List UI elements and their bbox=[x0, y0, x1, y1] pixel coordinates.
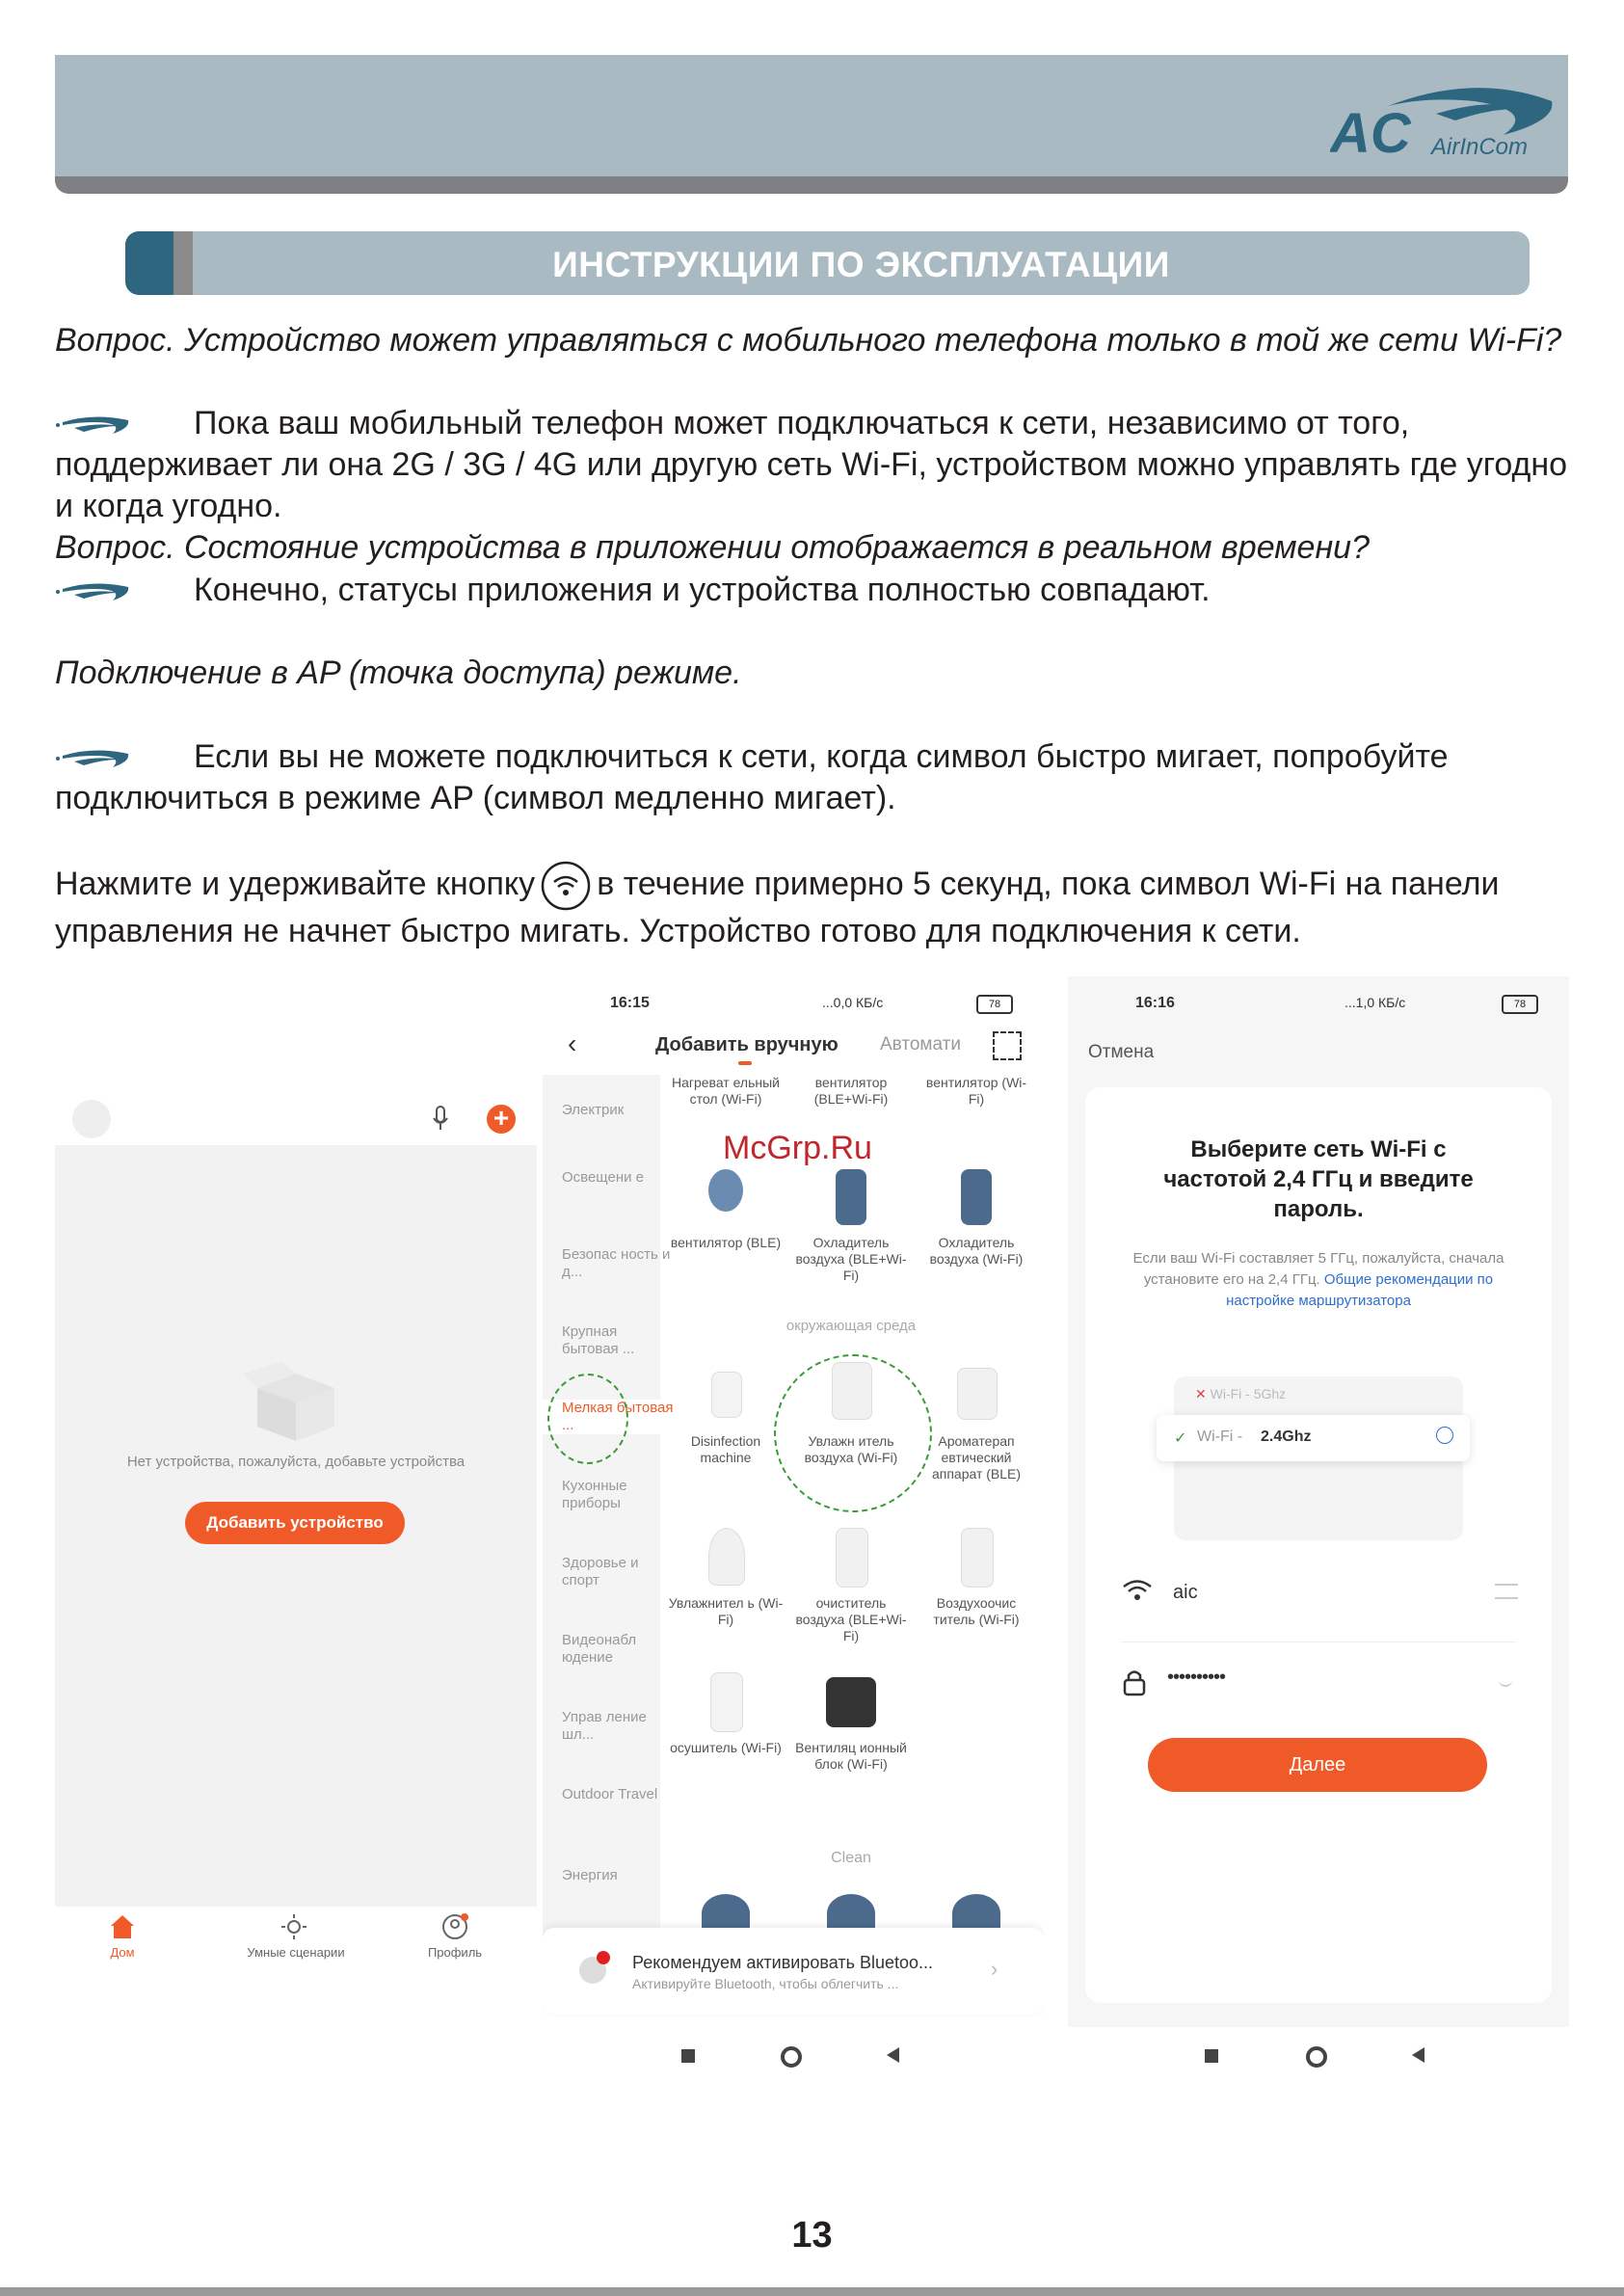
sun-icon[interactable] bbox=[280, 1912, 308, 1941]
info-icon bbox=[1436, 1427, 1453, 1444]
device-item[interactable]: Нагреват ельный стол (Wi-Fi) bbox=[671, 1075, 781, 1107]
question-1: Вопрос. Устройство может управляться с мобильного телефона только в той же сети Wi-Fi? bbox=[55, 322, 1562, 359]
dehumidifier-image bbox=[710, 1672, 743, 1732]
ap-mode-heading: Подключение в AP (точка доступа) режиме. bbox=[55, 654, 742, 691]
device-item[interactable]: Воздухоочис титель (Wi-Fi) bbox=[933, 1595, 1020, 1627]
device-item[interactable]: Disinfection machine bbox=[690, 1433, 761, 1465]
hold-button-instruction bbox=[55, 861, 1578, 952]
answer-1 bbox=[55, 403, 1578, 527]
wifi-24ghz-band: 2.4Ghz bbox=[1261, 1428, 1312, 1445]
aroma-image bbox=[957, 1368, 998, 1420]
lock-icon bbox=[1122, 1668, 1147, 1696]
nav-back-icon[interactable] bbox=[1412, 2047, 1424, 2063]
device-item[interactable]: вентилятор (Wi-Fi) bbox=[925, 1075, 1027, 1107]
empty-state-text: Нет устройства, пожалуйста, добавьте устройства bbox=[126, 1454, 466, 1470]
watermark: McGrp.Ru bbox=[723, 1130, 872, 1166]
cooler-image bbox=[836, 1169, 866, 1225]
chevron-right-icon: › bbox=[991, 1957, 998, 1981]
question-2: Вопрос. Состояние устройства в приложении отображается в реальном времени? bbox=[55, 529, 1370, 566]
status-speed: ...0,0 КБ/с bbox=[822, 995, 884, 1010]
scan-icon[interactable] bbox=[993, 1031, 1022, 1060]
title-bar-divider bbox=[173, 231, 193, 295]
home-icon[interactable] bbox=[108, 1912, 137, 1941]
empty-box-icon bbox=[238, 1349, 354, 1446]
screenshot-add-device bbox=[543, 978, 1044, 2029]
category-item[interactable]: Управ ление шл... bbox=[562, 1709, 647, 1743]
hold-text-2: в течение примерно 5 секунд, пока символ Wi-Fi на панели управления не начнет быстро мигать. Устройство готово для подключения к сети. bbox=[55, 865, 1500, 949]
answer-2 bbox=[55, 570, 1578, 611]
category-item[interactable]: Здоровье и спорт bbox=[562, 1555, 639, 1589]
category-item[interactable]: Энергия bbox=[562, 1867, 618, 1883]
nav-back-icon[interactable] bbox=[887, 2047, 899, 2063]
battery-indicator: 78 bbox=[976, 995, 1013, 1014]
fan-image bbox=[708, 1169, 743, 1212]
screenshot-home bbox=[55, 1089, 537, 1976]
category-item[interactable]: Освещени е bbox=[562, 1169, 644, 1186]
category-item[interactable]: Outdoor Travel bbox=[562, 1786, 658, 1802]
device-item[interactable]: очиститель воздуха (BLE+Wi-Fi) bbox=[795, 1595, 907, 1643]
answer-1-text: Пока ваш мобильный телефон может подключаться к сети, независимо от того, поддерживает ли она 2G / 3G / 4G или другую сеть Wi-Fi, устройством можно управлять где угодно и когда угодно. bbox=[55, 405, 1568, 524]
bluetooth-banner[interactable] bbox=[543, 1928, 1044, 2015]
cooler-image bbox=[961, 1169, 992, 1225]
wifi-card bbox=[1085, 1087, 1552, 2003]
profile-icon[interactable] bbox=[440, 1912, 469, 1941]
category-item[interactable]: Крупная бытовая ... bbox=[562, 1323, 635, 1357]
microphone-icon[interactable] bbox=[431, 1105, 450, 1134]
nav-stop-icon[interactable] bbox=[681, 2049, 695, 2063]
svg-text:AC: AC bbox=[1330, 102, 1411, 164]
device-item[interactable]: осушитель (Wi-Fi) bbox=[670, 1740, 782, 1755]
nav-home-circle-icon[interactable] bbox=[781, 2046, 802, 2068]
group-environment: окружающая среда bbox=[785, 1318, 917, 1334]
section-title: ИНСТРУКЦИИ ПО ЭКСПЛУАТАЦИИ bbox=[552, 245, 1170, 284]
svg-text:AirInCom: AirInCom bbox=[1431, 134, 1529, 160]
header-shadow bbox=[55, 176, 1568, 194]
robot-vacuum-image bbox=[827, 1894, 875, 1933]
wifi-title: Выберите сеть Wi-Fi с частотой 2,4 ГГц и введите пароль. bbox=[1163, 1136, 1474, 1222]
nav-stop-icon[interactable] bbox=[1205, 2049, 1218, 2063]
next-button[interactable]: Далее bbox=[1148, 1738, 1487, 1792]
cancel-link[interactable]: Отмена bbox=[1088, 1042, 1155, 1062]
title-bar-accent bbox=[125, 231, 173, 295]
wifi-5ghz-option: ✕ Wi-Fi - 5Ghz bbox=[1195, 1386, 1287, 1402]
purifier-image bbox=[961, 1528, 994, 1588]
wifi-hint-text: Если ваш Wi-Fi составляет 5 ГГц, пожалуйста, сначала установите его на 2,4 ГГц. bbox=[1132, 1250, 1504, 1288]
robot-vacuum-image bbox=[952, 1894, 1000, 1933]
active-tab-indicator bbox=[738, 1061, 752, 1065]
device-item[interactable]: Увлажнител ь (Wi-Fi) bbox=[668, 1595, 784, 1627]
ssid-input[interactable]: aic bbox=[1173, 1582, 1198, 1603]
wifi-icon bbox=[1121, 1576, 1154, 1605]
device-item-highlighted[interactable]: Увлажн итель воздуха (Wi-Fi) bbox=[804, 1433, 898, 1465]
section-title-bar bbox=[125, 231, 1530, 295]
wifi-24ghz-option bbox=[1157, 1415, 1470, 1461]
answer-3 bbox=[55, 736, 1578, 819]
status-time: 16:15 bbox=[610, 995, 650, 1011]
nav-profile[interactable]: Профиль bbox=[427, 1945, 483, 1960]
hold-text-1: Нажмите и удерживайте кнопку bbox=[55, 865, 536, 902]
nav-home-circle-icon[interactable] bbox=[1306, 2046, 1327, 2068]
category-item-selected[interactable]: Мелкая бытовая ... bbox=[543, 1400, 678, 1434]
add-plus-icon[interactable]: + bbox=[487, 1105, 516, 1134]
bottom-nav bbox=[55, 1907, 537, 1976]
category-item[interactable]: Кухонные приборы bbox=[562, 1478, 627, 1511]
page-bottom-bar bbox=[0, 2287, 1624, 2296]
avatar[interactable] bbox=[72, 1100, 111, 1138]
wifi-5ghz-label: Wi-Fi - 5Ghz bbox=[1210, 1386, 1287, 1402]
device-item[interactable]: Охладитель воздуха (BLE+Wi-Fi) bbox=[795, 1235, 907, 1283]
answer-3-text: Если вы не можете подключиться к сети, когда символ быстро мигает, попробуйте подключиться в режиме AP (символ медленно мигает). bbox=[55, 738, 1449, 816]
answer-2-text: Конечно, статусы приложения и устройства полностью совпадают. bbox=[194, 572, 1211, 608]
answer-bullet-icon bbox=[55, 577, 194, 606]
answer-bullet-icon bbox=[55, 411, 194, 440]
nav-scenes[interactable]: Умные сценарии bbox=[247, 1945, 345, 1960]
tab-add-manually[interactable]: Добавить вручную bbox=[655, 1034, 839, 1055]
device-item[interactable]: вентилятор (BLE+Wi-Fi) bbox=[813, 1075, 889, 1107]
category-item[interactable]: Безопас ность и д... bbox=[562, 1246, 671, 1280]
wifi-hint bbox=[1131, 1248, 1506, 1312]
battery-indicator: 78 bbox=[1502, 995, 1538, 1014]
purifier-image bbox=[836, 1528, 868, 1588]
category-item[interactable]: Электрик bbox=[562, 1102, 625, 1118]
wifi-24ghz-prefix: Wi-Fi - bbox=[1197, 1428, 1243, 1445]
nav-home[interactable]: Дом bbox=[110, 1945, 135, 1960]
page-number: 13 bbox=[791, 2215, 833, 2256]
add-device-button[interactable]: Добавить устройство bbox=[185, 1502, 405, 1544]
back-chevron-icon[interactable]: ‹ bbox=[568, 1028, 577, 1058]
status-speed: ...1,0 КБ/с bbox=[1344, 995, 1406, 1010]
disinfection-image bbox=[711, 1372, 742, 1418]
tab-auto[interactable]: Автомати bbox=[880, 1034, 961, 1055]
notification-dot bbox=[597, 1951, 610, 1964]
highlight-circle bbox=[547, 1374, 628, 1464]
switch-network-icon[interactable] bbox=[1495, 1584, 1518, 1599]
airincom-logo bbox=[1330, 77, 1561, 164]
robot-vacuum-image bbox=[702, 1894, 750, 1933]
router-guide-link[interactable]: Общие рекомендации по настройке маршрутизатора bbox=[1226, 1271, 1494, 1309]
category-item[interactable]: Видеонабл юдение bbox=[562, 1632, 637, 1666]
device-item[interactable]: Охладитель воздуха (Wi-Fi) bbox=[929, 1235, 1024, 1267]
device-item[interactable]: Вентиляц ионный блок (Wi-Fi) bbox=[795, 1740, 907, 1772]
device-item[interactable]: вентилятор (BLE) bbox=[670, 1235, 782, 1250]
wifi-button-icon bbox=[541, 861, 591, 911]
humidifier-image bbox=[708, 1528, 745, 1586]
password-input[interactable]: •••••••••• bbox=[1167, 1667, 1226, 1688]
answer-bullet-icon bbox=[55, 744, 194, 773]
bluetooth-subtitle: Активируйте Bluetooth, чтобы облегчить ... bbox=[632, 1976, 899, 1991]
bluetooth-title: Рекомендуем активировать Bluetoo... bbox=[632, 1953, 934, 1972]
group-clean: Clean bbox=[831, 1850, 871, 1866]
screenshot-wifi-setup bbox=[1068, 976, 1569, 2027]
status-time: 16:16 bbox=[1135, 995, 1175, 1011]
ventilation-image bbox=[826, 1677, 876, 1727]
device-item[interactable]: Ароматерап евтический аппарат (BLE) bbox=[931, 1433, 1022, 1482]
check-icon: ✓ bbox=[1174, 1430, 1187, 1447]
